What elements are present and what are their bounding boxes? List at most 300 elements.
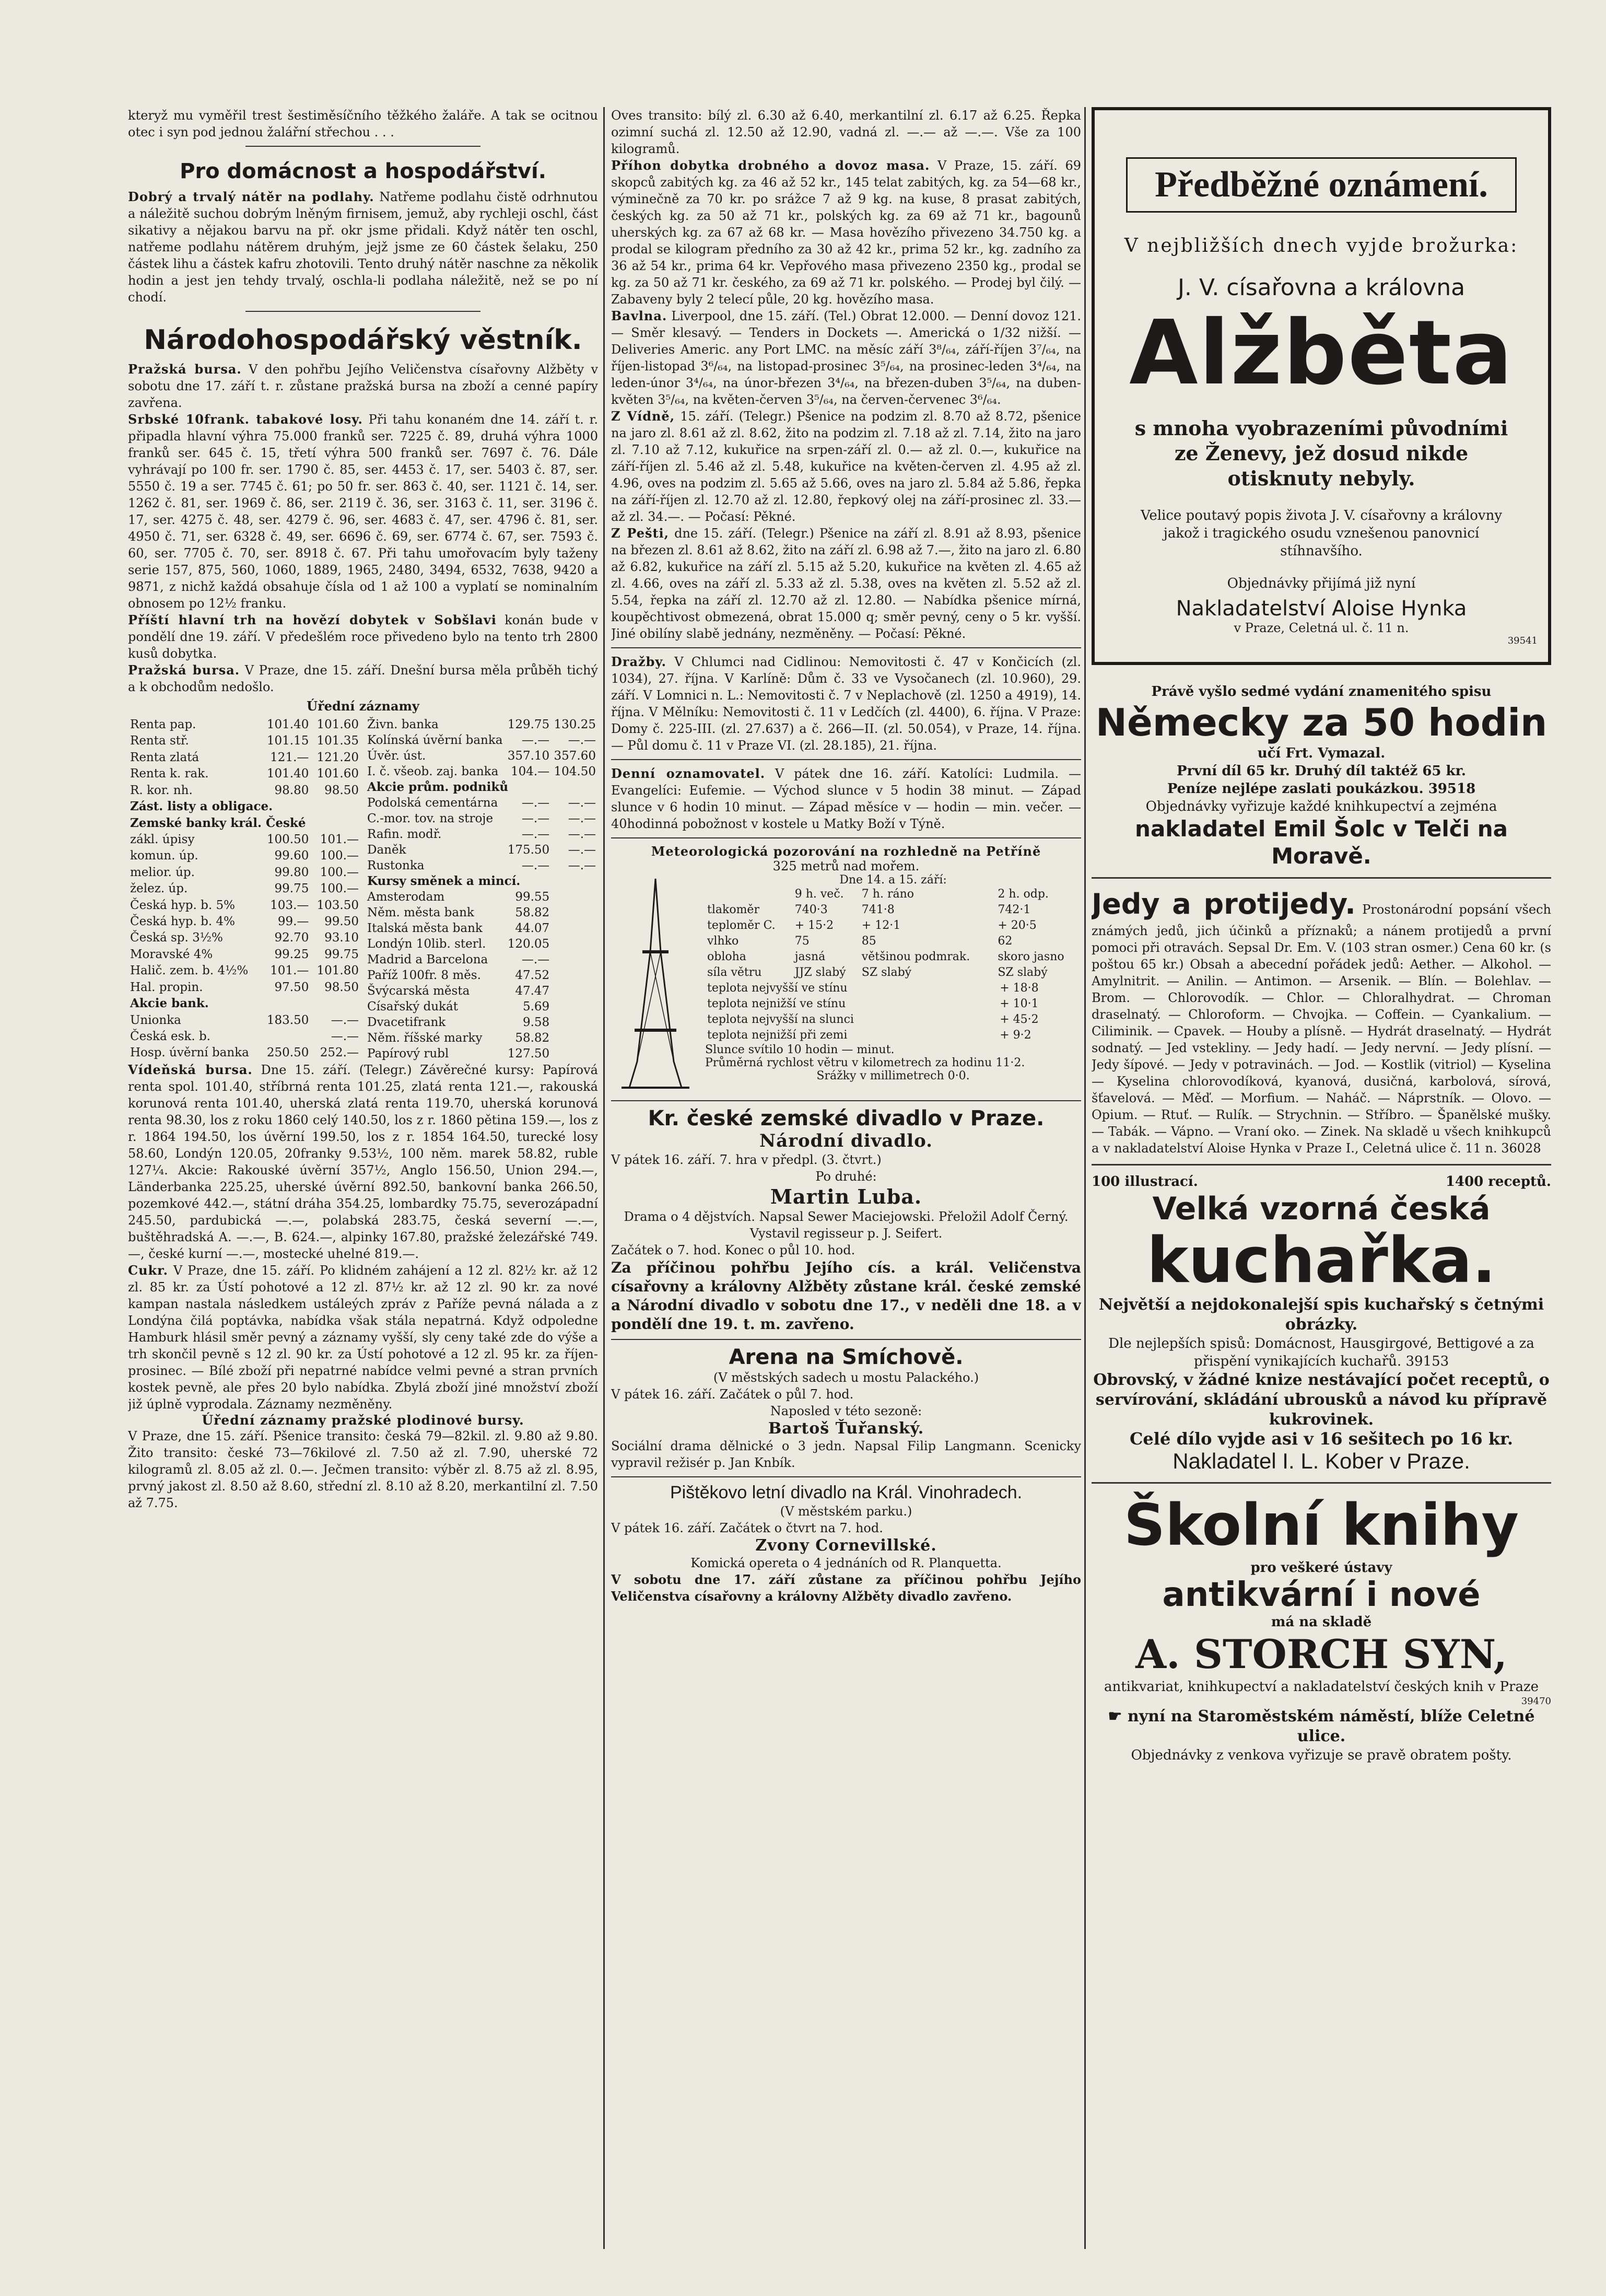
rates-table-right: [365, 717, 598, 1062]
meteo-row: [705, 887, 1081, 902]
rate-label: zákl. úpisy: [130, 832, 195, 846]
rate-label: Švýcarská města: [367, 984, 470, 998]
rate-value: 99.50: [324, 915, 359, 929]
rates-caption: Úřední záznamy: [307, 698, 419, 714]
rate-value: [552, 999, 598, 1015]
rate-row: [128, 783, 361, 799]
kucharka-sub: Největší a nejdokonalejší spis kuchařský s četnými obrázky.: [1098, 1296, 1544, 1334]
column-1: [128, 107, 598, 2275]
rate-value: [552, 1015, 598, 1030]
announcement-big-title: Alžběta: [1129, 301, 1514, 405]
divider: [245, 146, 480, 147]
srbske-lead: Srbské 10frank. tabakové losy.: [128, 412, 363, 427]
rate-row: [365, 795, 598, 811]
rate-value: [552, 889, 598, 905]
pest-article: [611, 525, 1081, 642]
rate-row: [365, 858, 598, 873]
rate-value: [552, 920, 598, 936]
theatre1-play: Martin Luba.: [770, 1185, 922, 1208]
rate-value: 103.—: [270, 898, 309, 912]
meteo-cell: síla větru: [707, 966, 762, 979]
prihon-article: [611, 157, 1081, 308]
nemecky-ad: [1092, 675, 1551, 879]
rate-label: Rafin. modř.: [367, 828, 442, 841]
theatre3-notice: V sobotu dne 17. září zůstane za příčinou pohřbu Jejího Veličenstva císařovny a královny Alžběty divadlo zavřeno.: [611, 1572, 1081, 1604]
rate-value: [552, 952, 598, 968]
rate-label: R. kor. nh.: [130, 783, 193, 797]
burza2-text: V Praze, dne 15. září. Dnešní bursa měla průběh tichý a k obchodům nedošlo.: [128, 663, 598, 694]
rate-label: Něm. města bank: [367, 906, 474, 919]
theatre3-play: Zvony Cornevillské.: [755, 1536, 937, 1555]
theatre1-line1: V pátek 16. září. 7. hra v předpl. (3. čtvrt.): [611, 1152, 882, 1167]
domacnost-article: [128, 189, 598, 306]
rate-value: 357.60: [554, 749, 596, 763]
rate-value: 98.50: [324, 980, 359, 994]
rate-row: [365, 952, 598, 968]
bavlna-article: [611, 308, 1081, 408]
meteo-cell: SZ slabý: [998, 966, 1048, 979]
rate-row: [365, 873, 598, 889]
divider: [611, 1100, 1081, 1101]
viden-article: [611, 408, 1081, 525]
rate-value: 58.82: [515, 1031, 550, 1045]
rate-value: 99.80: [274, 865, 309, 879]
rate-row: [365, 1030, 598, 1046]
rate-value: 101.80: [316, 964, 359, 978]
rate-row: [365, 920, 598, 936]
rate-label: komun. úp.: [130, 849, 198, 863]
rate-label: Něm. říšské marky: [367, 1031, 483, 1045]
rate-value: 101.60: [316, 767, 359, 781]
meteo-extra-table: [705, 981, 1081, 1043]
announcement-line2: J. V. císařovna a královna: [1177, 274, 1466, 301]
rate-row: [128, 717, 361, 733]
vestnik-heading: Národohospodářský věstník.: [144, 324, 582, 356]
rate-value: —.—: [521, 733, 550, 747]
rate-row: [365, 842, 598, 858]
rate-row: [128, 766, 361, 782]
rate-label: C.-mor. tov. na stroje: [367, 812, 494, 825]
meteo-cell: 740·3: [794, 903, 828, 916]
meteo-date: Dne 14. a 15. září:: [839, 873, 947, 887]
rate-value: 98.80: [274, 783, 309, 797]
column-3: [1092, 107, 1551, 2275]
zaznamy-text: V Praze, dne 15. září. Pšenice transito: česká 79—82kil. zl. 9.80 až 9.80. Žito transito: české 73—76kilové zl. 7.50 až zl. 7.90, uherské 72 kilogramů zl. 8.05 až zl. 0.—. Ječmen transito: výběr zl. 8.75 až zl. 8.95, prvný jakost zl. 8.50 až 8.60, střední zl. 8.10 až 8.20, merkantilní zl. 7.50 až 7.75.: [128, 1429, 598, 1510]
rate-value: 100.—: [320, 882, 359, 896]
nemecky-post: Peníze nejlépe zaslati poukázkou. 39518: [1167, 781, 1476, 797]
meteo-cell: + 18·8: [1000, 982, 1039, 995]
rate-label: Madrid a Barcelona: [367, 953, 488, 966]
rate-label: Unionka: [130, 1013, 181, 1027]
rate-label: Akcie prům. podniků: [367, 780, 509, 794]
oves-text: Oves transito: bílý zl. 6.30 až 6.40, merkantilní zl. 6.17 až 6.25. Řepka ozimní suchá zl. 12.50 až 12.90, vadná zl. —.— až —.—. Vše za 100 kilogramů.: [611, 108, 1081, 156]
theatre-national: [611, 1106, 1081, 1334]
rate-label: Moravské 4%: [130, 947, 213, 961]
meteo-cell: 75: [794, 935, 810, 948]
meteo-row: [705, 902, 1081, 918]
rate-label: Úvěr. úst.: [367, 749, 426, 763]
viden-lead: Z Vídně,: [611, 409, 675, 424]
meteo-cell: obloha: [707, 950, 746, 963]
theatre2-desc: Sociální drama dělnické o 3 jedn. Napsal Filip Langmann. Scenicky vypravil režisér p. Jan Knbík.: [611, 1439, 1081, 1470]
rate-value: 127.50: [507, 1047, 550, 1060]
meteo-cell: 7 h. ráno: [861, 888, 914, 901]
rate-value: 100.—: [320, 865, 359, 879]
rate-row: [365, 811, 598, 826]
meteo-row: [705, 1028, 1081, 1043]
nemecky-title: Německy za 50 hodin: [1095, 701, 1548, 744]
videnska-article: [128, 1062, 598, 1262]
column-divider: [1084, 107, 1086, 2249]
announcement-code: 39541: [1507, 635, 1538, 646]
rate-row: [128, 832, 361, 848]
drazby-text: V Chlumci nad Cidlinou: Nemovitosti č. 47 v Končicích (zl. 1034), 27. října. V Karlíně: Dům č. 33 ve Vysočanech (zl. 10.960), 29. září. V Lomnici n. L.: Nemovitosti č. 7 v Neplachově (zl. 1250 a 4919), 14. října. V Mělníku: Nemovitosti č. 11 v Ledčích (zl. 4400), 6. října. V Praze: Domy č. 225-III. (zl. 27.637) a č. 266—II. (zl. 50.054), v Praze, 14. října. — Půl domu č. 11 v Praze VI. (zl. 28.185), 21. října.: [611, 655, 1081, 753]
rate-label: Česká sp. 3½%: [130, 931, 223, 945]
rate-value: 100.50: [266, 832, 309, 846]
burza2-lead: Pražská bursa.: [128, 662, 240, 678]
rate-row: [128, 815, 361, 832]
rate-value: 101.60: [316, 718, 359, 731]
announcement-line4: Velice poutavý popis života J. V. císařovny a královny jakož i tragického osudu vznešenou panovnicí stíhnavšího.: [1140, 508, 1503, 559]
meteo-table: [705, 887, 1081, 981]
meteo-cell: 9 h. več.: [794, 888, 844, 901]
rates-tables: [128, 717, 598, 1062]
meteo-cell: vlhko: [707, 935, 739, 948]
videnska-text: Dne 15. září. (Telegr.) Závěrečné kursy: Papírová renta spol. 101.40, stříbrná renta 101.25, zlatá renta 121.—, rakouská korunová renta 101.40, uherská zlatá renta 119.70, uherská korunová renta 98.30, los z roku 1860 celý 140.50, los z r. 1860 pětina 159.—, los z r. 1864 194.50, los úvěrní 199.50, los z r. 1854 164.50, turecké losy 58.60, Londýn 120.05, 20franky 9.53½, 100 něm. marek 58.82, ruble 127¼. Akcie: Rakouské úvěrní 357½, Anglo 156.50, Union 294.—, Länderbanka 225.25, uherské úvěrní 892.50, bankovní banka 266.50, pozemkové 442.—, státní dráha 354.25, lombardky 75.75, severozápadní 245.50, pardubická —.—, polabská 283.75, česká severní —.—, buštěhradská A. —.—, B. 624.—, alpinky 167.80, pražské železářské 749.—, české kurní —.—, mostecké uhelné 819.—.: [128, 1063, 598, 1261]
announcement-line5: Objednávky přijímá již nyní: [1227, 576, 1416, 591]
divider: [611, 647, 1081, 648]
rate-value: 99.—: [277, 915, 309, 929]
rate-value: 101.40: [266, 718, 309, 731]
meteo-block: [611, 873, 1081, 1095]
rate-row: [128, 799, 361, 815]
rate-value: 104.—: [510, 765, 550, 778]
announcement-title: Předběžné oznámení.: [1126, 157, 1517, 213]
rate-value: 99.55: [515, 890, 550, 904]
skolni-big: antikvární i nové: [1162, 1576, 1481, 1614]
pest-lead: Z Pešti,: [611, 526, 670, 541]
rate-row: [365, 889, 598, 905]
burza2-article: [128, 662, 598, 695]
rate-row: [128, 1029, 361, 1045]
rate-row: [365, 936, 598, 952]
rate-row: [128, 848, 361, 864]
rate-value: 252.—: [320, 1046, 359, 1060]
rate-label: Živn. banka: [367, 718, 439, 731]
rate-value: 101.—: [320, 832, 359, 846]
divider: [611, 759, 1081, 760]
divider: [611, 837, 1081, 838]
rate-label: Česká esk. b.: [130, 1030, 210, 1044]
rate-label: Zemské banky král. České: [130, 815, 306, 830]
pointing-hand-icon: ☛: [1108, 1707, 1128, 1726]
rate-label: Renta stř.: [130, 734, 189, 748]
trh-text: konán bude v pondělí dne 19. září. V předešlém roce přivedeno bylo na tento trh 2800 kusů dobytka.: [128, 613, 598, 661]
rate-value: 92.70: [274, 931, 309, 945]
rate-value: 175.50: [507, 843, 550, 857]
rate-value: 100.—: [320, 849, 359, 863]
skolni-orders: Objednávky z venkova vyřizuje se pravě obratem pošty.: [1131, 1747, 1512, 1763]
rate-value: 5.69: [522, 1000, 550, 1013]
rate-value: [552, 1030, 598, 1046]
rate-row: [128, 881, 361, 897]
meteo-cell: + 45·2: [1000, 1013, 1039, 1026]
petrin-tower-illustration: [611, 873, 700, 1095]
theatre3-sub: (V městském parku.): [780, 1504, 912, 1519]
rate-label: Italská města bank: [367, 922, 483, 935]
theatre1-times: Začátek o 7. hod. Konec o půl 10. hod.: [611, 1243, 855, 1257]
nemecky-orders: Objednávky vyřizuje každé knihkupectví a zejména: [1145, 799, 1497, 814]
rate-row: [128, 980, 361, 996]
theatre3-line1: V pátek 16. září. Začátek o čtvrt na 7. hod.: [611, 1521, 883, 1535]
rate-row: [365, 1015, 598, 1030]
meteo-cell: + 20·5: [998, 919, 1037, 932]
rate-value: —.—: [568, 859, 596, 872]
skolni-knihy-ad: [1092, 1484, 1551, 1771]
skolni-code: 39470: [1521, 1696, 1551, 1707]
skolni-sub: pro veškeré ústavy: [1250, 1560, 1392, 1576]
rate-label: Amsterodam: [367, 890, 445, 904]
rate-label: Londýn 10lib. sterl.: [367, 937, 486, 951]
kucharka-top: [1092, 1173, 1551, 1191]
rate-row: [365, 779, 598, 795]
kucharka-top-left: 100 illustrací.: [1092, 1174, 1198, 1190]
burza1-text: V den pohřbu Jejího Veličenstva císařovny Alžběty v sobotu dne 17. září t. r. zůstane pražská bursa na zboží a cenné papíry zavřena.: [128, 362, 598, 410]
kucharka-top-right: 1400 receptů.: [1445, 1174, 1551, 1190]
rate-row: [128, 1012, 361, 1029]
meteo-row: [705, 965, 1081, 981]
meteo-heading: Meteorologická pozorování na rozhledně na Petříně: [651, 844, 1041, 859]
rate-row: [128, 947, 361, 963]
meteo-cell: skoro jasno: [998, 950, 1064, 963]
announcement-publisher: Nakladatelství Aloise Hynka: [1176, 597, 1467, 621]
rate-row: [128, 865, 361, 881]
rate-value: [552, 1046, 598, 1062]
theatre2-play: Bartoš Ťuřanský.: [768, 1419, 924, 1438]
rate-value: 101.—: [270, 964, 309, 978]
alzbeta-announcement: [1092, 107, 1551, 665]
denni-lead: Denní oznamovatel.: [611, 766, 766, 781]
rate-row: [365, 764, 598, 779]
theatre3-title: Pištěkovo letní divadlo na Král. Vinohradech.: [670, 1483, 1023, 1502]
meteo-row: [705, 1012, 1081, 1028]
rate-label: Česká hyp. b. 5%: [130, 898, 235, 912]
rate-value: [261, 1029, 311, 1045]
announcement-line3: s mnoha vyobrazeními původními ze Ženevy, jež dosud nikde otisknuty nebyly.: [1134, 416, 1508, 490]
kucharka-extra: Obrovský, v žádné knize nestávající počet receptů, o servírování, skládání ubrousků a návod ku přípravě kukrovinek.: [1093, 1371, 1550, 1429]
rate-label: Kursy směnek a mincí.: [367, 874, 521, 888]
trh-lead: Příští hlavní trh na hovězí dobytek v Sobšlavi: [128, 612, 497, 627]
rate-row: [128, 733, 361, 749]
domacnost-heading: Pro domácnost a hospodářství.: [180, 159, 546, 183]
rate-row: [365, 1046, 598, 1062]
meteo-cell: teplota nejnižší při zemi: [707, 1029, 848, 1042]
rate-row: [128, 914, 361, 930]
rate-value: 101.40: [266, 767, 309, 781]
nemecky-author: učí Frt. Vymazal.: [1257, 745, 1386, 761]
burza1-article: [128, 361, 598, 411]
srbske-text: Při tahu konaném dne 14. září t. r. připadla hlavní výhra 75.000 franků ser. 7225 č. 89, druhá výhra 1000 franků ser. 645 č. 15, třetí výhra 500 franků ser. 7697 č. 76. Dále vyhrávají po 100 fr. ser. 1790 č. 85, ser. 4453 č. 17, ser. 5403 č. 87, ser. 5550 č. 19 a ser. 7745 č. 61; po 50 fr. ser. 863 č. 40, ser. 1121 č. 14, ser. 1262 č. 81, ser. 1969 č. 86, ser. 2119 č. 36, ser. 3163 č. 11, ser. 3196 č. 17, ser. 4275 č. 48, ser. 4279 č. 96, ser. 4683 č. 47, ser. 4796 č. 81, ser. 4950 č. 71, ser. 6328 č. 49, ser. 6696 č. 69, ser. 6774 č. 67, ser. 7593 č. 60, ser. 7705 č. 70, ser. 8918 č. 67. Při tahu umořovacím byly taženy serie 157, 875, 560, 1060, 1889, 1965, 2480, 3494, 6532, 7638, 9420 a 9871, z nichž každá obsahuje čísla od 1 až 100 a vyplatí se nominalním obnosem po 12½ franku.: [128, 412, 598, 611]
rate-row: [128, 898, 361, 914]
meteo-cell: SZ slabý: [861, 966, 912, 979]
jedy-ad: [1092, 879, 1551, 1166]
rate-value: —.—: [568, 828, 596, 841]
nemecky-publisher: nakladatel Emil Šolc v Telči na Moravě.: [1135, 816, 1508, 869]
cukr-lead: Cukr.: [128, 1263, 168, 1278]
rate-value: —.—: [568, 796, 596, 810]
skolni-sub2: má na skladě: [1271, 1614, 1372, 1630]
divider: [245, 311, 480, 312]
meteo-sub: 325 metrů nad mořem.: [772, 859, 920, 873]
rate-value: 44.07: [515, 922, 550, 935]
meteo-sun: Slunce svítilo 10 hodin — minut.: [705, 1043, 895, 1056]
rate-value: 47.52: [515, 969, 550, 982]
rate-value: —.—: [521, 953, 550, 966]
rate-value: —.—: [521, 796, 550, 810]
rate-label: Akcie bank.: [130, 996, 209, 1011]
domacnost-lead: Dobrý a trvalý nátěr na podlahy.: [128, 189, 374, 204]
rate-value: —.—: [521, 859, 550, 872]
rate-value: —.—: [568, 812, 596, 825]
meteo-cell: + 12·1: [861, 919, 901, 932]
rate-row: [365, 826, 598, 842]
rate-label: melior. úp.: [130, 865, 195, 879]
rate-label: Paříž 100fr. 8 měs.: [367, 969, 481, 982]
rate-row: [128, 1045, 361, 1062]
rate-value: 101.15: [266, 734, 309, 748]
jedy-text: Prostonárodní popsání všech známých jedů, jich účinků a příznaků; a nánem protijedů a první pomoci při otravách. Sepsal Dr. Em. V. (103 stran osmer.) Cena 60 kr. (s poštou 65 kr.) Obsah a abecední pořádek jedů: Aether. — Alkohol. — Amylnitrit. — Anilin. — Antimon. — Arsenik. — Blín. — Bolehlav. — Brom. — Chlorovodík. — Chlor. — Chloralhydrat. — Chroman draselnatý. — Chloroform. — Chvojka. — Coffein. — Cyankalium. — Ciliminik. — Cpavek. — Houby a plísně. — Hydrát draselnatý. — Hydrát sodnatý. — Jed vstekliny. — Jedy hadí. — Jedy nervní. — Jedy plísní. — Jedy šípové. — Jedy v potravinách. — Jod. — Kostlik (vitriol) — Kyselina — Kyselina chlorovodíková, kyanová, dusičná, karbolová, sírová, šťavelová. — Měď. — Morfium. — Naháč. — Náprstník. — Olovo. — Opium. — Rtuť. — Rulík. — Strychnin. — Stříbro. — Španělské mušky. — Tabák. — Vápno. — Vraní oko. — Zinek. Na skladě u všech knihkupců a v nakladatelství Aloise Hynka v Praze I., Celetná ulice č. 11 n. 36028: [1092, 902, 1551, 1156]
rate-row: [365, 748, 598, 764]
theatre2-sub: (V městských sadech u mostu Palackého.): [713, 1370, 979, 1385]
rate-value: [552, 936, 598, 952]
rate-value: 99.60: [274, 849, 309, 863]
meteo-cell: + 10·1: [1000, 997, 1039, 1010]
rate-value: 58.82: [515, 906, 550, 919]
rate-label: Renta k. rak.: [130, 767, 209, 781]
rate-label: želez. úp.: [130, 882, 188, 896]
rate-value: 93.10: [324, 931, 359, 945]
denni-article: [611, 765, 1081, 832]
skolni-firm: A. STORCH SYN,: [1135, 1631, 1507, 1677]
kucharka-ad: [1092, 1166, 1551, 1484]
meteo-cell: + 15·2: [794, 919, 834, 932]
meteo-cell: [705, 887, 793, 902]
rate-value: 121.—: [270, 750, 309, 764]
rate-value: 99.75: [274, 882, 309, 896]
rate-row: [365, 905, 598, 920]
rate-value: —.—: [521, 828, 550, 841]
rate-value: 101.35: [316, 734, 359, 748]
meteo-cell: 742·1: [998, 903, 1031, 916]
rate-value: [552, 905, 598, 920]
srbske-article: [128, 411, 598, 612]
rate-label: Renta pap.: [130, 718, 196, 731]
rate-value: 250.50: [266, 1046, 309, 1060]
videnska-lead: Vídeňská bursa.: [128, 1062, 253, 1077]
theatre2-title: Arena na Smíchově.: [729, 1345, 964, 1369]
rate-row: [128, 750, 361, 766]
nemecky-price: První díl 65 kr. Druhý díl taktéž 65 kr.: [1177, 763, 1466, 779]
rate-label: Rustonka: [367, 859, 425, 872]
rate-value: —.—: [521, 812, 550, 825]
rate-value: 99.25: [274, 947, 309, 961]
rate-value: 183.50: [266, 1013, 309, 1027]
theatre1-title: Kr. české zemské divadlo v Praze.: [648, 1106, 1045, 1130]
theatre-arena: [611, 1345, 1081, 1471]
meteo-row: [705, 949, 1081, 965]
meteo-rain: Srážky v millimetrech 0·0.: [816, 1069, 970, 1082]
rate-value: —.—: [568, 733, 596, 747]
prihon-lead: Příhon dobytka drobného a dovoz masa.: [611, 158, 930, 173]
rate-value: [552, 983, 598, 999]
rate-row: [365, 999, 598, 1015]
rate-label: Zást. listy a obligace.: [130, 799, 273, 814]
bavlna-text: Liverpool, dne 15. září. (Tel.) Obrat 12.000. — Denní dovoz 121. — Směr klesavý. — Tenders in Dockets —. Americká o 1/32 nižší. — Deliveries Americ. any Port LMC. na měsíc září 3⁸/₆₄, září-říjen 3⁷/₆₄, na říjen-listopad 3⁶/₆₄, na listopad-prosinec 3⁵/₆₄, na prosinec-leden 3⁴/₆₄, na leden-únor 3⁴/₆₄, na únor-březen 3⁴/₆₄, na březen-duben 3⁵/₆₄, na duben-květen 3⁵/₆₄, na květen-červen 3⁵/₆₄, na červen-červenec 3⁶/₆₄.: [611, 309, 1081, 407]
rate-label: Renta zlatá: [130, 750, 200, 764]
rate-label: Kolínská úvěrní banka: [367, 733, 503, 747]
burza1-lead: Pražská bursa.: [128, 362, 242, 377]
rate-value: —.—: [331, 1030, 359, 1044]
rate-value: 103.50: [316, 898, 359, 912]
cukr-article: [128, 1262, 598, 1413]
rate-value: 357.10: [507, 749, 550, 763]
meteo-cell: teploměr C.: [707, 919, 776, 932]
theatre2-line2: Naposled v této sezoně:: [770, 1404, 922, 1418]
cukr-text: V Praze, dne 15. září. Po klidném zahájení a 12 zl. 82½ kr. až 12 zl. 85 kr. za Ústí pohotové a 12 zl. 87½ kr. až 12 zl. 90 kr. za nové kampan nastala následkem ustáleých zpráv z Paříže pevná nálada a z Londýna čilá poptávka, nabídka však stála nepatrná. Když odpoledne Hamburk hlásil směr pevný a záznamy vyšší, sly ceny také zde do výše a trh skončil pevně s 12 zl. 90 kr. za Ústí pohotové a 12 zl. 95 kr. za říjen-prosinec. — Bílé zboží při nepatrné nabídce velmi pevné a stran prvních kostek pevně, ale přes 20 bylo nabídka. Zbylá zboží jiné množství zboží již úplně vyprodala. Záznamy nezměněny.: [128, 1263, 598, 1412]
rate-row: [365, 732, 598, 748]
skolni-title: Školní knihy: [1123, 1491, 1519, 1558]
rate-label: I. č. všeob. zaj. banka: [367, 765, 499, 778]
column-2: [611, 107, 1081, 2275]
skolni-now: [1092, 1707, 1551, 1746]
rate-label: Hosp. úvěrní banka: [130, 1046, 249, 1060]
kucharka-big: kuchařka.: [1146, 1225, 1496, 1297]
announcement-address: v Praze, Celetná ul. č. 11 n.: [1234, 621, 1409, 635]
rate-row: [128, 996, 361, 1012]
rate-value: 130.25: [554, 718, 596, 731]
meteo-row: [705, 996, 1081, 1012]
bavlna-lead: Bavlna.: [611, 308, 667, 323]
rate-value: [552, 968, 598, 983]
prihon-text: V Praze, 15. září. 69 skopců zabitých kg. za 46 až 52 kr., 145 telat zabitých, kg. za 54—68 kr., výminečně za 70 kr. po srážce 7 až 9 kg. na kuse, 8 prasat zabitých, českých kg. za 50 až 71 kr., polských kg. za 69 až 71 kr., bagounů uherských kg. za 67 až 68 kr. — Masa hovězího přivezeno 34.750 kg. a prodal se kilogram předního za 30 až 42 kr., prima 52 kr., kg. zadního za 36 až 54 kr., prima 64 kr. Vepřového masa přivezeno 2350 kg., prodal se kg. za 50 až 71 kr. českého, za 69 až 71 kr. polského. — Prodej byl čilý. — Zabaveny byly 2 telecí půle, 20 kg. hovězího masa.: [611, 158, 1081, 307]
rate-value: 120.05: [507, 937, 550, 951]
rate-label: Halič. zem. b. 4½%: [130, 964, 249, 978]
meteo-cell: většinou podmrak.: [861, 950, 970, 963]
theatre-pistek: [611, 1483, 1081, 1605]
rate-label: Papírový rubl: [367, 1047, 449, 1060]
rate-label: Daněk: [367, 843, 406, 857]
meteo-cell: jasná: [794, 950, 826, 963]
meteo-cell: 2 h. odp.: [998, 888, 1049, 901]
rate-value: —.—: [568, 843, 596, 857]
theatre2-line1: V pátek 16. září. Začátek o půl 7. hod.: [611, 1387, 854, 1402]
rate-row: [128, 963, 361, 979]
rate-value: —.—: [331, 1013, 359, 1027]
theatre3-desc: Komická opereta o 4 jednáních od R. Planquetta.: [690, 1556, 1002, 1570]
rate-label: Česká hyp. b. 4%: [130, 915, 235, 929]
denni-text: V pátek dne 16. září. Katolíci: Ludmila. — Evangelíci: Eufemie. — Východ slunce v 5 hodin 38 minut. — Západ slunce v 6 hodin 10 minut. — Západ měsíce v — hodin — min. večer. — 40hodinná pobožnost v kostele u Matky Boží v Týně.: [611, 766, 1081, 831]
theatre1-desc: Drama o 4 dějstvích. Napsal Sewer Maciejowski. Přeložil Adolf Černý. Vystavil regisseur p. J. Seifert.: [624, 1209, 1069, 1241]
rate-label: Podolská cementárna: [367, 796, 498, 810]
meteo-row: [705, 918, 1081, 934]
rate-row: [365, 968, 598, 983]
jedy-title: Jedy a protijedy.: [1092, 888, 1356, 920]
theatre1-notice: Za příčinou pohřbu Jejího cís. a král. Veličenstva císařovny a královny Alžběty zůstane král. české zemské a Národní divadlo v sobotu dne 17., v neděli dne 18. a v pondělí dne 19. t. m. zavřeno.: [611, 1259, 1081, 1333]
rate-row: [128, 930, 361, 946]
intro-text: kteryž mu vyměřil trest šestiměsíčního těžkého žaláře. A tak se ocitnou otec i syn pod jednou žalářní střechou . . .: [128, 108, 598, 139]
rate-value: 98.50: [324, 783, 359, 797]
rate-value: 47.47: [515, 984, 550, 998]
